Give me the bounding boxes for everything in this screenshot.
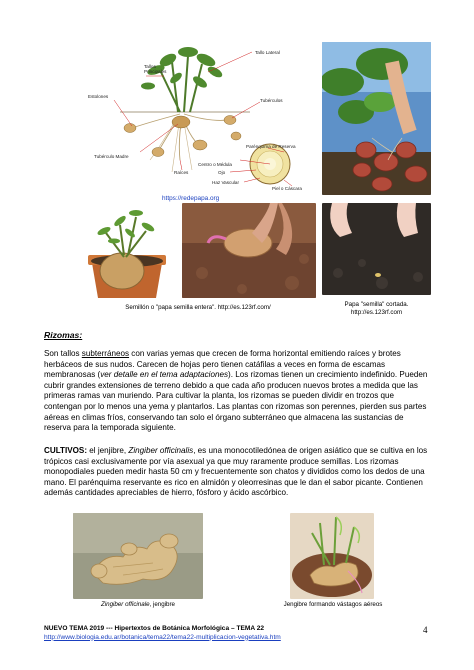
section-heading-rizomas: Rizomas: — [44, 330, 83, 340]
label-estolones: Estolones — [88, 94, 109, 99]
label-piel: Piel o Cáscara — [272, 186, 302, 191]
label-raices: Raíces — [174, 170, 189, 175]
label-tuberculos: Tubérculos — [260, 98, 283, 103]
page-number: 4 — [423, 625, 428, 635]
caption-papa-semilla-cortada — [322, 301, 431, 317]
paragraph-rizomas: Son tallos subterráneos con varias yemas que crecen de forma horizontal emitiendo raíces y brotes herbáceos de sus nudos. Carecen de hojas pero tienen catáfilas a veces en forma de escamas membranosas (ver detalle en el tema adaptaciones). Los rizomas tienen un crecimiento indefinido. Pueden cubrir grandes extensiones de terreno debido a que cada año producen nuevos brotes a medida que las primeras ramas van muriendo. Para cultivar la planta, los rizomas se pueden dividir en trozos que contengan por lo menos una yema y plantarlos. Las plantas con rizomas son perennes, pierden sus partes aéreas en climas fríos, conservando tan solo el órgano subterráneo que almacena las sustancias de reserva para la temporada siguiente. — [44, 349, 428, 433]
redepapa-link[interactable]: https://redepapa.org — [162, 195, 220, 202]
seed-potato-pot-photo — [80, 203, 174, 298]
caption-semillon: Semillón o "papa semilla entera". http://es.123rf.com/ — [125, 304, 271, 311]
footer — [44, 625, 281, 642]
caption-zingiber: Zingiber officinale, jengibre — [101, 601, 175, 608]
label-haz-vascular: Haz Vascular — [212, 180, 239, 185]
label-ojo: Ojo — [218, 170, 226, 175]
label-tuberculo-madre: Tubérculo Madre — [94, 154, 129, 159]
ginger-rhizome-photo — [73, 513, 203, 599]
footer-url-link[interactable]: http://www.biologia.edu.ar/botanica/tema22/tema22-multiplicacion-vegetativa.htm — [44, 633, 281, 641]
label-tallos-principales: Tallos Principales — [144, 64, 167, 75]
label-tallo-lateral: Tallo Lateral — [255, 50, 280, 55]
caption-papa-semilla-cortada-line2: http://es.123rf.com — [350, 309, 403, 316]
caption-jengibre-vastagos: Jengibre formando vástagos aéreos — [283, 601, 383, 608]
potato-plant-diagram — [80, 42, 312, 194]
label-parenquima: Parénquima de Reserva — [246, 144, 296, 149]
label-centro-medula: Centro o Médula — [198, 162, 232, 167]
caption-papa-semilla-cortada-line1: Papa "semilla" cortada. — [344, 301, 409, 308]
link-subterraneos: subterráneos — [81, 349, 130, 358]
potato-harvest-photo — [322, 42, 431, 195]
potato-diagram-drawing — [80, 42, 312, 194]
ginger-sprouting-photo — [290, 513, 374, 599]
paragraph-cultivos: CULTIVOS: el jenjibre, Zingiber officinalis, es una monocotiledónea de origen asiático que se cultiva en los trópicos casi exclusivamente por vía asexual ya que muy raramente produce semillas. Los rizomas monopodiales pueden medir hasta 50 cm y frecuentemente son chatos y divididos como los dedos de una mano. El parénquima reservante es rico en almidón y oleorresinas que le dan el sabor picante. Contienen además cantidades apreciables de hierro, fósforo y ácido ascórbico. — [44, 446, 428, 498]
planting-potato-photo — [182, 203, 316, 298]
footer-title: NUEVO TEMA 2019 --- Hipertextos de Botánica Morfológica – TEMA 22 — [44, 625, 265, 632]
cut-seed-potato-photo — [322, 203, 431, 295]
